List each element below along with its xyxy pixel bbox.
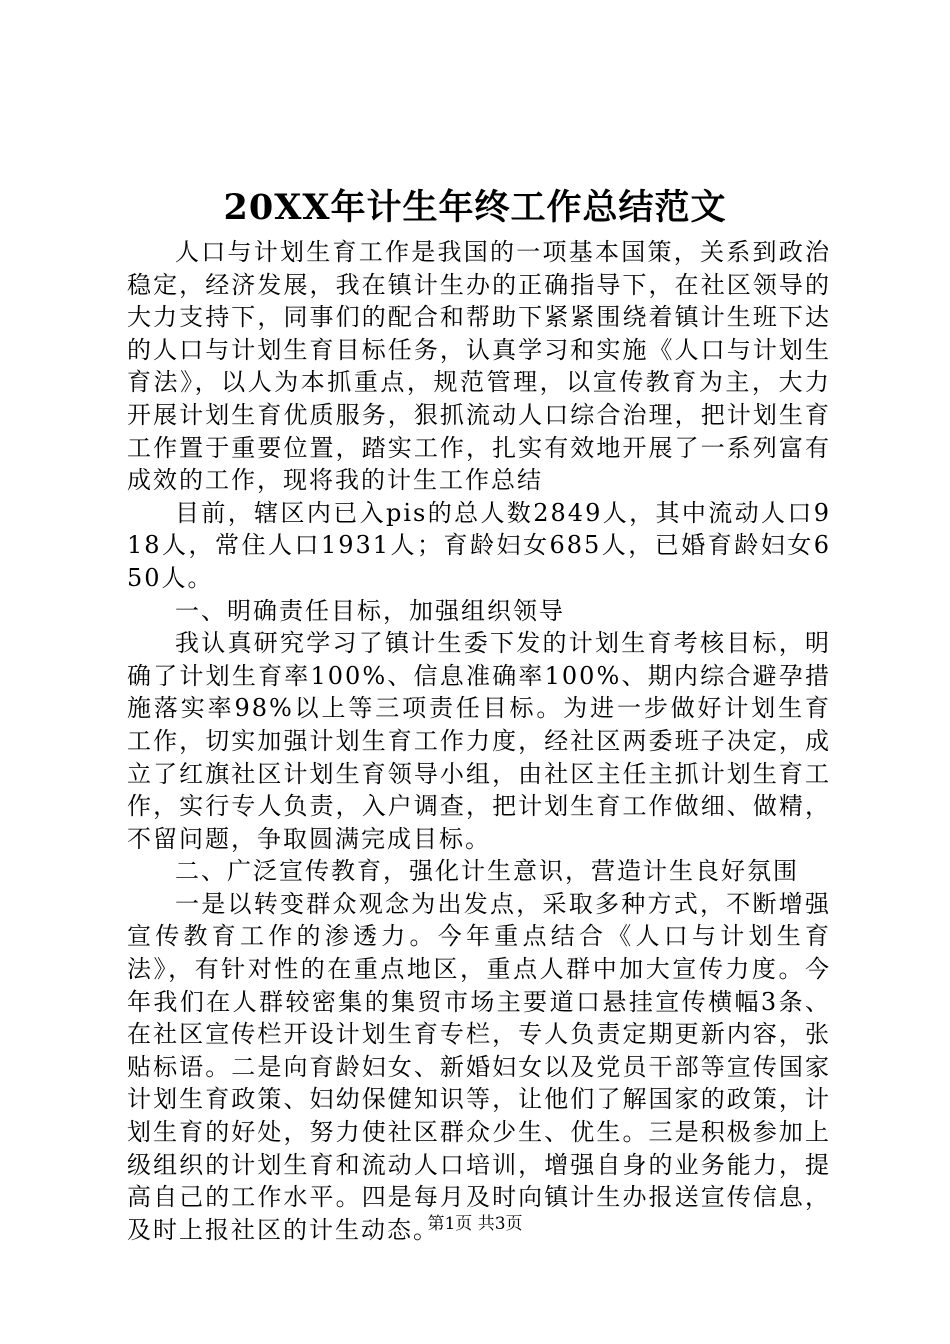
page-number-footer: 第1页 共3页 xyxy=(427,1214,523,1234)
paragraph-section-2: 一是以转变群众观念为出发点，采取多种方式，不断增强宣传教育工作的渗透力。今年重点结合《人口与计划生育法》，有针对性的在重点地区，重点人群中加大宣传力度。今年我们在人群较密集的集贸市场主要道口悬挂宣传横幅3条、在社区宣传栏开设计划生育专栏，专人负责定期更新内容，张贴标语。二是向育龄妇女、新婚妇女以及党员干部等宣传国家计划生育政策、妇幼保健知识等，让他们了解国家的政策，计划生育的好处，努力使社区群众少生、优生。三是积极参加上级组织的计划生育和流动人口培训，增强自身的业务能力，提高自己的工作水平。四是每月及时向镇计生办报送宣传信息，及时上报社区的计生动态。 xyxy=(127,889,831,1244)
document-title: 20XX年计生年终工作总结范文 xyxy=(223,187,727,228)
document-body xyxy=(127,236,831,1246)
paragraph-statistics: 目前，辖区内已入pis的总人数2849人，其中流动人口918人，常住人口1931人；育龄妇女685人，已婚育龄妇女650人。 xyxy=(127,498,831,592)
section-heading-1: 一、明确责任目标，加强组织领导 xyxy=(175,596,565,625)
paragraph-section-1: 我认真研究学习了镇计生委下发的计划生育考核目标，明确了计划生育率100%、信息准确率100%、期内综合避孕措施落实率98%以上等三项责任目标。为进一步做好计划生育工作，切实加强计划生育工作力度，经社区两委班子决定，成立了红旗社区计划生育领导小组，由社区主任主抓计划生育工作，实行专人负责，入户调查，把计划生育工作做细、做精，不留问题，争取圆满完成目标。 xyxy=(127,629,831,853)
section-heading-2: 二、广泛宣传教育，强化计生意识，营造计生良好氛围 xyxy=(175,857,799,886)
paragraph-intro: 人口与计划生育工作是我国的一项基本国策，关系到政治稳定，经济发展，我在镇计生办的正确指导下，在社区领导的大力支持下，同事们的配合和帮助下紧紧围绕着镇计生班下达的人口与计划生育目标任务，认真学习和实施《人口与计划生育法》，以人为本抓重点，规范管理，以宣传教育为主，大力开展计划生育优质服务，狠抓流动人口综合治理，把计划生育工作置于重要位置，踏实工作，扎实有效地开展了一系列富有成效的工作，现将我的计生工作总结 xyxy=(127,238,831,495)
